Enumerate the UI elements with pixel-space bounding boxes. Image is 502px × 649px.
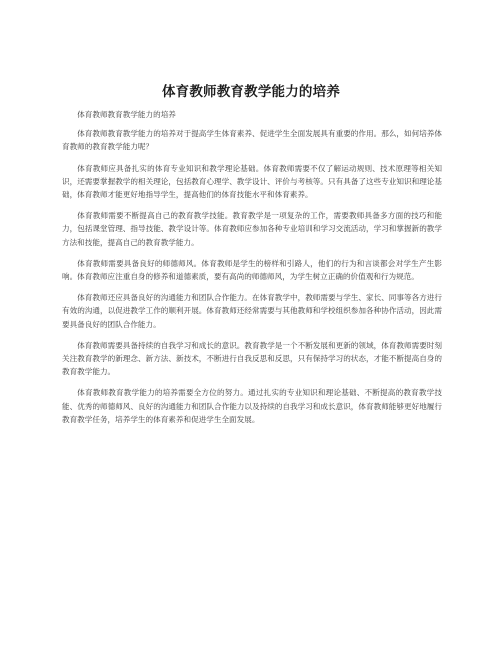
document-body <box>62 108 442 434</box>
paragraph: 体育教师还应具备良好的沟通能力和团队合作能力。在体育教学中，教师需要与学生、家长、同事等各方进行有效的沟通，以促进教学工作的顺利开展。体育教师还经常需要与其他教师和学校组织参加各种协作活动，因此需要具备良好的团队合作能力。 <box>62 293 442 329</box>
paragraph: 体育教师教育教学能力的培养对于提高学生体育素养、促进学生全面发展具有重要的作用。那么，如何培养体育教师的教育教学能力呢？ <box>62 129 442 152</box>
paragraph: 体育教师需要不断提高自己的教育教学技能。教育教学是一项复杂的工作，需要教师具备多方面的技巧和能力，包括课堂管理、指导技能、教学设计等。体育教师应参加各种专业培训和学习交流活动，学习和掌握新的教学方法和技能，提高自己的教育教学能力。 <box>62 211 442 247</box>
paragraph: 体育教师应具备扎实的体育专业知识和教学理论基础。体育教师需要不仅了解运动规则、技术原理等相关知识，还需要掌握教学的相关理论，包括教育心理学、教学设计、评价与考核等。只有具备了这些专业知识和理论基础，体育教师才能更好地指导学生，提高他们的体育技能水平和体育素养。 <box>62 163 442 200</box>
document-title: 体育教师教育教学能力的培养 <box>161 84 341 100</box>
paragraph-subtitle: 体育教师教育教学能力的培养 <box>77 110 176 119</box>
paragraph: 体育教师需要具备持续的自我学习和成长的意识。教育教学是一个不断发展和更新的领域，体育教师需要时刻关注教育教学的新理念、新方法、新技术，不断进行自我反思和反思，只有保持学习的状态，才能不断提高自身的教育教学能力。 <box>62 340 442 377</box>
paragraph: 体育教师需要具备良好的师德师风。体育教师是学生的榜样和引路人，他们的行为和言谈都会对学生产生影响。体育教师应注重自身的修养和道德素质，要有高尚的师德师风，为学生树立正确的价值观和行为规范。 <box>62 258 442 282</box>
paragraph: 体育教师教育教学能力的培养需要全方位的努力。通过扎实的专业知识和理论基础、不断提高的教育教学技能、优秀的师德师风、良好的沟通能力和团队合作能力以及持续的自我学习和成长意识，体育教师能够更好地履行教育教学任务，培养学生的体育素养和促进学生全面发展。 <box>62 388 442 424</box>
